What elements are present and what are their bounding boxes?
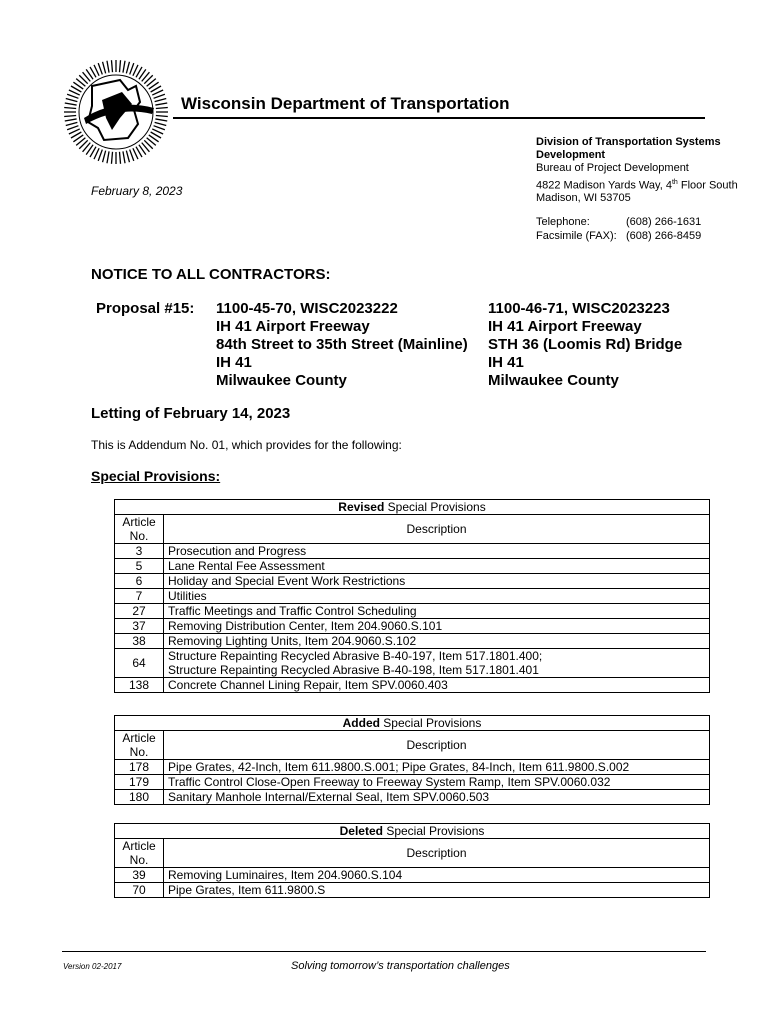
letting-date-heading: Letting of February 14, 2023	[91, 405, 291, 422]
addendum-intro: This is Addendum No. 01, which provides for the following:	[91, 438, 402, 452]
description-column-header: Description	[164, 515, 710, 544]
project-block-1: 1100-45-70, WISC2023222 IH 41 Airport Freeway 84th Street to 35th Street (Mainline) IH 41 Milwaukee County	[216, 300, 468, 389]
division-name-line1: Division of Transportation Systems	[536, 136, 721, 148]
division-name-line2: Development	[536, 149, 606, 162]
table-caption: Deleted Special Provisions	[115, 824, 710, 839]
description-column-header: Description	[164, 731, 710, 760]
article-column-header: Article No.	[115, 515, 164, 544]
article-column-header: Article No.	[115, 839, 164, 868]
telephone-line: Telephone: (608) 266-1631	[536, 216, 702, 228]
wisdot-seal-logo	[62, 58, 170, 166]
footer-slogan: Solving tomorrow’s transportation challenges	[291, 960, 510, 972]
table-row: 179 Traffic Control Close-Open Freeway to Freeway System Ramp, Item SPV.0060.032	[115, 775, 710, 790]
contact-block	[536, 215, 701, 243]
table-row: 38 Removing Lighting Units, Item 204.9060.S.102	[115, 634, 710, 649]
table-row: 64 Structure Repainting Recycled Abrasive B-40-197, Item 517.1801.400; Structure Repainting Recycled Abrasive B-40-198, Item 517.1801.401	[115, 649, 710, 678]
notice-heading: NOTICE TO ALL CONTRACTORS:	[91, 266, 331, 283]
article-column-header: Article No.	[115, 731, 164, 760]
special-provisions-heading: Special Provisions:	[91, 468, 221, 484]
department-address-block	[536, 136, 738, 206]
description-column-header: Description	[164, 839, 710, 868]
deleted-provisions-table	[114, 823, 710, 898]
table-caption: Added Special Provisions	[115, 716, 710, 731]
table-row: 3 Prosecution and Progress	[115, 544, 710, 559]
table-row: 7 Utilities	[115, 589, 710, 604]
table-caption: Revised Special Provisions	[115, 500, 710, 515]
letter-date: February 8, 2023	[91, 184, 183, 198]
added-provisions-table	[114, 715, 710, 805]
organization-title: Wisconsin Department of Transportation	[181, 94, 510, 113]
table-row: 70 Pipe Grates, Item 611.9800.S	[115, 883, 710, 898]
table-row: 178 Pipe Grates, 42-Inch, Item 611.9800.S.001; Pipe Grates, 84-Inch, Item 611.9800.S.002	[115, 760, 710, 775]
proposal-label: Proposal #15:	[96, 300, 195, 317]
table-row: 6 Holiday and Special Event Work Restrictions	[115, 574, 710, 589]
table-row: 37 Removing Distribution Center, Item 204.9060.S.101	[115, 619, 710, 634]
project-block-2: 1100-46-71, WISC2023223 IH 41 Airport Freeway STH 36 (Loomis Rd) Bridge IH 41 Milwaukee County	[488, 300, 683, 389]
table-row: 138 Concrete Channel Lining Repair, Item SPV.0060.403	[115, 678, 710, 693]
city-state-zip: Madison, WI 53705	[536, 192, 631, 205]
table-row: 180 Sanitary Manhole Internal/External Seal, Item SPV.0060.503	[115, 790, 710, 805]
version-label: Version 02-2017	[63, 962, 122, 971]
header-divider	[173, 117, 705, 119]
revised-provisions-table	[114, 499, 710, 693]
fax-line: Facsimile (FAX): (608) 266-8459	[536, 230, 702, 242]
table-row: 27 Traffic Meetings and Traffic Control Scheduling	[115, 604, 710, 619]
bureau-name: Bureau of Project Development	[536, 162, 689, 175]
footer-divider	[62, 951, 706, 952]
table-row: 5 Lane Rental Fee Assessment	[115, 559, 710, 574]
table-row: 39 Removing Luminaires, Item 204.9060.S.104	[115, 868, 710, 883]
street-address: 4822 Madison Yards Way, 4th Floor South	[536, 178, 738, 192]
